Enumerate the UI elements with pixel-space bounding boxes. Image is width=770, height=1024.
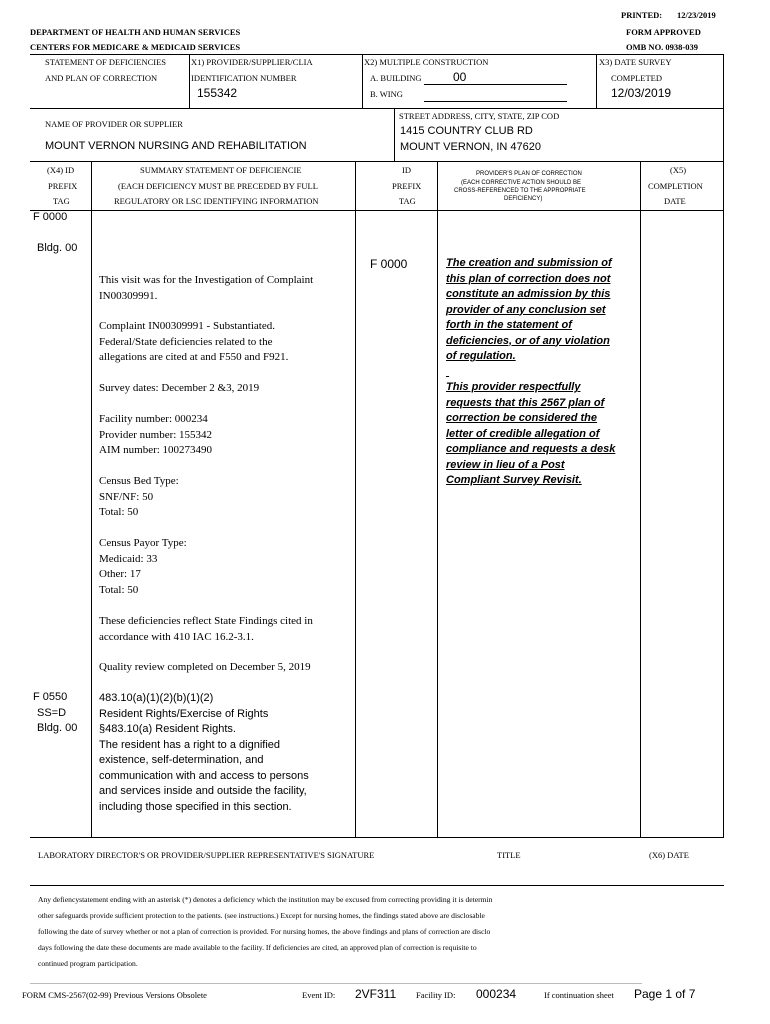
omb-number: OMB NO. 0938-039 xyxy=(626,42,699,52)
x4-id-header: (X4) ID xyxy=(47,165,75,175)
disclaimer-line-2: other safeguards provide sufficient protection to the patients. (see instructions.) Except for nursing homes, the findings stated above are disclosable xyxy=(38,911,485,920)
x5-completion-header: COMPLETION xyxy=(648,181,703,191)
tag-f0000: F 0000 xyxy=(33,211,68,223)
summary-paragraph-2: Complaint IN00309991 - Substantiated. Federal/State deficiencies related to the allegations are cited at and F550 and F921. xyxy=(99,320,289,363)
x5-header: (X5) xyxy=(670,165,687,175)
form-number: FORM CMS-2567(02-99) Previous Versions Obsolete xyxy=(22,990,207,1000)
centers-title: CENTERS FOR MEDICARE & MEDICAID SERVICES xyxy=(30,42,241,52)
building-label: A. BUILDING xyxy=(370,73,422,83)
street-address-label: STREET ADDRESS, CITY, STATE, ZIP COD xyxy=(399,111,560,121)
plan-header-1: PROVIDER'S PLAN OF CORRECTION xyxy=(476,171,582,177)
provider-name: MOUNT VERNON NURSING AND REHABILITATION xyxy=(45,140,307,152)
summary-paragraph-4: Facility number: 000234 Provider number: 155342 AIM number: 100273490 xyxy=(99,413,213,456)
id-header: ID xyxy=(402,165,411,175)
printed-date: 12/23/2019 xyxy=(677,10,716,20)
statement-label: STATEMENT OF DEFICIENCIES xyxy=(45,57,167,67)
x4-prefix-header: PREFIX xyxy=(48,181,78,191)
plan-of-correction-label: AND PLAN OF CORRECTION xyxy=(45,73,158,83)
event-id: 2VF311 xyxy=(355,987,397,1001)
event-id-label: Event ID: xyxy=(302,990,336,1000)
provider-name-label: NAME OF PROVIDER OR SUPPLIER xyxy=(45,119,183,129)
x2-construction-label: X2) MULTIPLE CONSTRUCTION xyxy=(364,57,489,67)
disclaimer-line-4: days following the date these documents are made available to the facility. If deficiencies are cited, an approved plan of correction is requisite to xyxy=(38,943,477,952)
id-tag-header: TAG xyxy=(399,196,416,206)
summary-paragraph-3: Survey dates: December 2 &3, 2019 xyxy=(99,382,260,394)
summary-paragraph-6: Census Payor Type: Medicaid: 33 Other: 17 Total: 50 xyxy=(99,537,187,596)
provider-number: 155342 xyxy=(197,86,238,100)
x3-date-survey-label: X3) DATE SURVEY xyxy=(599,57,672,67)
disclaimer-line-1: Any defiencystatement ending with an asterisk (*) denotes a deficiency which the institution may be excused from correcting providing it is determin xyxy=(38,895,493,904)
summary-header-3: REGULATORY OR LSC IDENTIFYING INFORMATION xyxy=(114,196,319,206)
form-approved: FORM APPROVED xyxy=(626,27,701,37)
summary-paragraph-regulation: 483.10(a)(1)(2)(b)(1)(2) Resident Rights/Exercise of Rights §483.10(a) Resident Rights. The resident has a right to a dignified existence, self-determination, and communication with and access to persons and services inside and outside the facility, including those specified in this section. xyxy=(99,692,309,813)
facility-id: 000234 xyxy=(476,987,517,1001)
tag-f0550: F 0550 xyxy=(33,691,68,703)
disclaimer-line-3: following the date of survey whether or not a plan of correction is provided. For nursing homes, the above findings and plans of correction are disclo xyxy=(38,927,491,936)
completed-label: COMPLETED xyxy=(611,73,662,83)
summary-paragraph-7: These deficiencies reflect State Findings cited in accordance with 410 IAC 16.2-3.1. xyxy=(99,615,313,643)
summary-paragraph-8: Quality review completed on December 5, 2019 xyxy=(99,661,311,673)
tag-ss: SS=D xyxy=(37,707,67,719)
page-number: Page 1 of 7 xyxy=(634,987,696,1001)
building-value: 00 xyxy=(453,70,467,84)
id-prefix-header: PREFIX xyxy=(392,181,422,191)
x4-tag-header: TAG xyxy=(53,196,70,206)
plan-of-correction-text: The creation and submission of this plan of correction does not constitute an admission by this provider of any conclusion set forth in the statement of deficiencies, or of any violation of regulation. This provider respectfully requests that this 2567 plan of correction be considered the letter of credible allegation of compliance and requests a desk review in lieu of a Post Compliant Survey Revisit. xyxy=(446,257,616,486)
street-line-2: MOUNT VERNON, IN 47620 xyxy=(400,141,542,153)
survey-date: 12/03/2019 xyxy=(611,86,672,100)
wing-label: B. WING xyxy=(370,89,403,99)
continuation-label: If continuation sheet xyxy=(544,990,614,1000)
summary-paragraph-5: Census Bed Type: SNF/NF: 50 Total: 50 xyxy=(99,475,179,518)
department-title: DEPARTMENT OF HEALTH AND HUMAN SERVICES xyxy=(30,27,241,37)
plan-tag-f0000: F 0000 xyxy=(370,257,408,271)
tag-bldg-2: Bldg. 00 xyxy=(37,722,78,734)
x1-identification-label: IDENTIFICATION NUMBER xyxy=(191,73,297,83)
summary-header-1: SUMMARY STATEMENT OF DEFICIENCIE xyxy=(140,165,302,175)
printed-label: PRINTED: xyxy=(621,10,663,20)
signature-label: LABORATORY DIRECTOR'S OR PROVIDER/SUPPLIER REPRESENTATIVE'S SIGNATURE xyxy=(38,850,375,860)
date-label: (X6) DATE xyxy=(649,850,689,860)
street-line-1: 1415 COUNTRY CLUB RD xyxy=(400,125,533,137)
summary-paragraph-1: This visit was for the Investigation of Complaint IN00309991. xyxy=(99,274,314,302)
facility-id-label: Facility ID: xyxy=(416,990,456,1000)
plan-header-3: CROSS-REFERENCED TO THE APPROPRIATE xyxy=(454,188,586,194)
disclaimer-line-5: continued program participation. xyxy=(38,959,138,968)
plan-header-2: (EACH CORRECTIVE ACTION SHOULD BE xyxy=(461,180,582,186)
x1-provider-label: X1) PROVIDER/SUPPLIER/CLIA xyxy=(191,57,313,67)
summary-header-2: (EACH DEFICIENCY MUST BE PRECEDED BY FULL xyxy=(118,181,318,191)
plan-header-4: DEFICIENCY) xyxy=(504,196,543,202)
x5-date-header: DATE xyxy=(664,196,686,206)
title-label: TITLE xyxy=(497,850,521,860)
tag-bldg-1: Bldg. 00 xyxy=(37,242,78,254)
